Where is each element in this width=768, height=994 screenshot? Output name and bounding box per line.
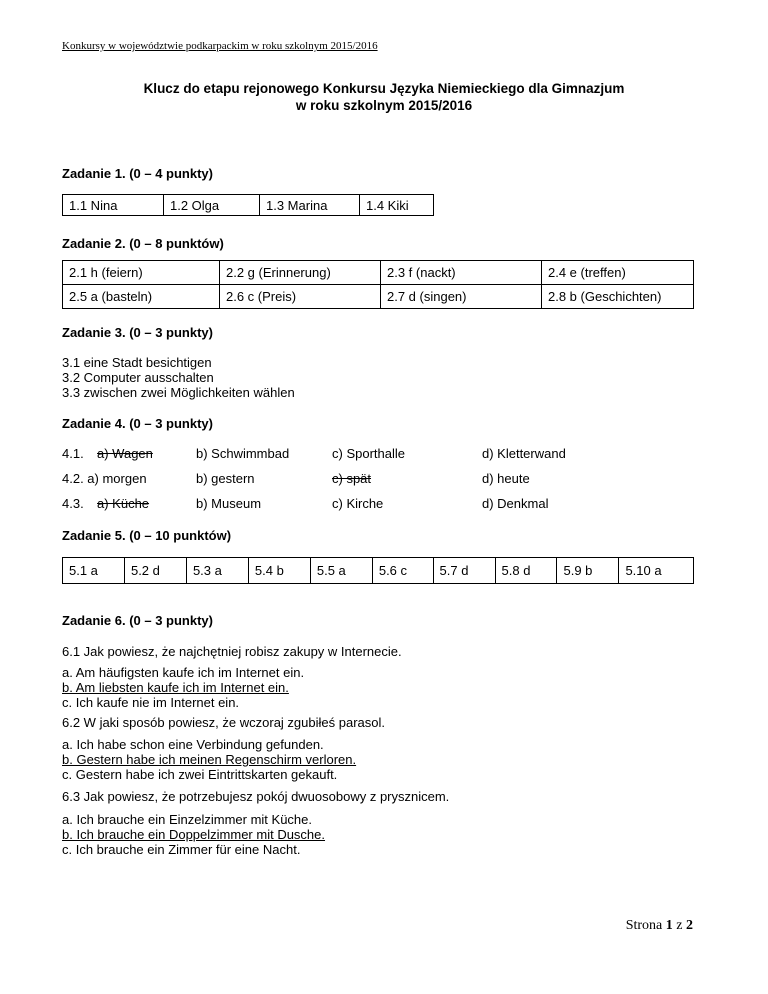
task3-heading: Zadanie 3. (0 – 3 punkty): [62, 325, 213, 340]
task5-cell: 5.1 a: [63, 558, 125, 584]
option-c: c) Kirche: [332, 496, 384, 511]
question-6-1: 6.1 Jak powiesz, że najchętniej robisz zakupy w Internecie.: [62, 644, 402, 659]
task5-heading: Zadanie 5. (0 – 10 punktów): [62, 528, 232, 543]
task2-cell: 2.6 c (Preis): [220, 285, 381, 309]
answers-6-2: [62, 737, 356, 782]
task4-row: [62, 496, 702, 521]
option-c-crossed: c) spät: [332, 471, 372, 486]
task4-row: [62, 471, 702, 496]
option-b: b) Schwimmbad: [196, 446, 290, 461]
title-line-2: w roku szkolnym 2015/2016: [295, 98, 473, 113]
task6-heading: Zadanie 6. (0 – 3 punkty): [62, 613, 213, 628]
task3-list: [62, 355, 295, 400]
task5-cell: 5.6 c: [372, 558, 433, 584]
page-separator: z: [676, 918, 683, 933]
answer-option-correct: b. Ich brauche ein Doppelzimmer mit Dusche.: [62, 827, 326, 842]
task5-cell: 5.4 b: [248, 558, 310, 584]
option-b: b) Museum: [196, 496, 262, 511]
task2-table: [62, 260, 694, 309]
task2-heading: Zadanie 2. (0 – 8 punktów): [62, 236, 224, 251]
list-item: 3.2 Computer ausschalten: [62, 370, 214, 385]
option-d: d) Denkmal: [482, 496, 549, 511]
option-b: b) gestern: [196, 471, 255, 486]
document-title: [0, 80, 768, 114]
option-d: d) Kletterwand: [482, 446, 566, 461]
page-header: Konkursy w województwie podkarpackim w roku szkolnym 2015/2016: [62, 40, 378, 52]
task5-cell: 5.9 b: [557, 558, 619, 584]
option-c: c) Sporthalle: [332, 446, 405, 461]
answers-6-3: [62, 812, 325, 857]
answer-option-correct: b. Am liebsten kaufe ich im Internet ein.: [62, 680, 289, 695]
answer-option: a. Ich habe schon eine Verbindung gefunden.: [62, 737, 324, 752]
task2-cell: 2.8 b (Geschichten): [542, 285, 694, 309]
task5-cell: 5.7 d: [433, 558, 495, 584]
table-row: [63, 558, 694, 584]
table-row: [63, 261, 694, 285]
task5-cell: 5.3 a: [186, 558, 248, 584]
page-prefix: Strona: [625, 918, 663, 933]
answer-option: c. Gestern habe ich zwei Eintrittskarten gekauft.: [62, 767, 338, 782]
task2-cell: 2.5 a (basteln): [63, 285, 220, 309]
task4-row: [62, 446, 702, 471]
total-pages: 2: [686, 918, 693, 933]
current-page: 1: [665, 918, 673, 933]
table-row: [63, 195, 434, 216]
option-a-crossed: a) Küche: [97, 496, 150, 511]
option-number: 4.1.: [62, 446, 84, 461]
answer-option: a. Am häufigsten kaufe ich im Internet ein.: [62, 665, 305, 680]
table-row: [63, 285, 694, 309]
list-item: 3.3 zwischen zwei Möglichkeiten wählen: [62, 385, 295, 400]
task2-cell: 2.1 h (feiern): [63, 261, 220, 285]
task4-heading: Zadanie 4. (0 – 3 punkty): [62, 416, 213, 431]
task5-table: [62, 557, 694, 584]
option-number-a: 4.2. a) morgen: [62, 471, 147, 486]
task2-cell: 2.4 e (treffen): [542, 261, 694, 285]
task2-cell: 2.2 g (Erinnerung): [220, 261, 381, 285]
question-6-2: 6.2 W jaki sposób powiesz, że wczoraj zgubiłeś parasol.: [62, 715, 385, 730]
task1-heading: Zadanie 1. (0 – 4 punkty): [62, 166, 213, 181]
task5-cell: 5.10 a: [619, 558, 694, 584]
task1-cell: 1.3 Marina: [260, 195, 360, 216]
task5-cell: 5.8 d: [495, 558, 557, 584]
task2-cell: 2.7 d (singen): [381, 285, 542, 309]
option-number: 4.3.: [62, 496, 84, 511]
list-item: 3.1 eine Stadt besichtigen: [62, 355, 212, 370]
title-line-1: Klucz do etapu rejonowego Konkursu Języka Niemieckiego dla Gimnazjum: [143, 81, 625, 96]
answer-option: c. Ich kaufe nie im Internet ein.: [62, 695, 240, 710]
page-number: [626, 918, 693, 934]
task4-options: [62, 446, 702, 521]
question-6-3: 6.3 Jak powiesz, że potrzebujesz pokój dwuosobowy z prysznicem.: [62, 789, 450, 804]
option-a-crossed: a) Wagen: [97, 446, 153, 461]
answer-option: c. Ich brauche ein Zimmer für eine Nacht.: [62, 842, 301, 857]
task1-cell: 1.2 Olga: [164, 195, 260, 216]
task5-cell: 5.2 d: [124, 558, 186, 584]
option-d: d) heute: [482, 471, 530, 486]
task1-cell: 1.1 Nina: [63, 195, 164, 216]
answers-6-1: [62, 665, 304, 710]
answer-option: a. Ich brauche ein Einzelzimmer mit Küche.: [62, 812, 312, 827]
task2-cell: 2.3 f (nackt): [381, 261, 542, 285]
task1-cell: 1.4 Kiki: [360, 195, 434, 216]
task5-cell: 5.5 a: [310, 558, 372, 584]
answer-option-correct: b. Gestern habe ich meinen Regenschirm verloren.: [62, 752, 357, 767]
task1-table: [62, 194, 434, 216]
